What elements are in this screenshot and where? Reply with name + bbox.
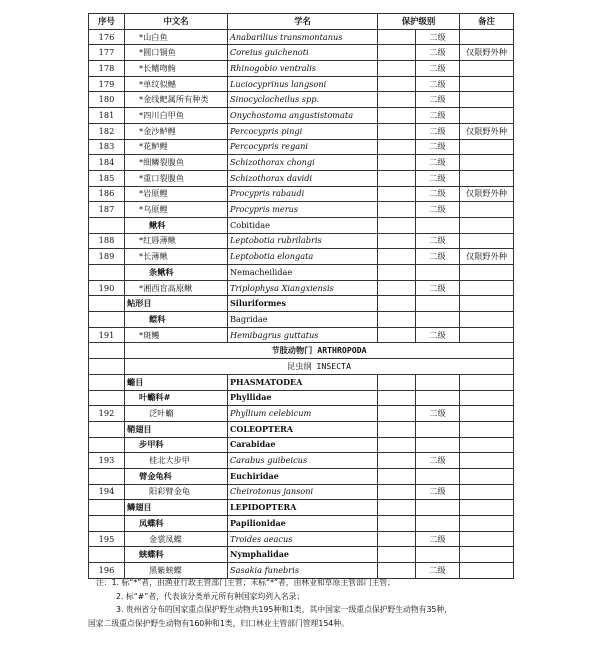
- row-number: 177: [89, 45, 125, 61]
- remark: [460, 390, 514, 406]
- class-name: 昆虫纲 INSECTA: [125, 359, 514, 375]
- remark: 仅限野外种: [460, 45, 514, 61]
- species-row: [89, 202, 514, 218]
- order-scientific-name: PHASMATODEA: [228, 374, 378, 390]
- grade-level-1: [378, 265, 416, 281]
- species-row: [89, 76, 514, 92]
- protected-species-table: [88, 13, 514, 579]
- scientific-name: Rhinogobio ventralis: [228, 61, 378, 77]
- grade-level-1: [378, 45, 416, 61]
- species-row: [89, 123, 514, 139]
- remark: [460, 296, 514, 312]
- scientific-name: Sasakia funebris: [228, 563, 378, 579]
- grade-level-2: 二级: [416, 170, 460, 186]
- species-row: [89, 327, 514, 343]
- remark: [460, 155, 514, 171]
- footnotes: [88, 576, 558, 630]
- chinese-name: *红唇薄鳅: [125, 233, 228, 249]
- species-row: [89, 186, 514, 202]
- grade-level-2: 二级: [416, 108, 460, 124]
- grade-level-1: [378, 92, 416, 108]
- family-row: [89, 265, 514, 281]
- species-row: [89, 170, 514, 186]
- row-number: [89, 421, 125, 437]
- remark: 仅限野外种: [460, 123, 514, 139]
- family-scientific-name: Nemacheilidae: [228, 265, 378, 281]
- scientific-name: Anabarilius transmontanus: [228, 29, 378, 45]
- species-row: [89, 108, 514, 124]
- family-name: 步甲科: [125, 437, 228, 453]
- row-number: [89, 547, 125, 563]
- row-number: 196: [89, 563, 125, 579]
- order-row: [89, 421, 514, 437]
- remark: [460, 374, 514, 390]
- order-name: 䗛目: [125, 374, 228, 390]
- scientific-name: Schizothorax chongi: [228, 155, 378, 171]
- species-row: [89, 280, 514, 296]
- remark: [460, 217, 514, 233]
- table-header-row: [89, 14, 514, 30]
- grade-level-2: [416, 516, 460, 532]
- header-chinese-name: 中文名: [125, 14, 228, 30]
- row-number: 184: [89, 155, 125, 171]
- grade-level-2: 二级: [416, 280, 460, 296]
- scientific-name: Percocypris regani: [228, 139, 378, 155]
- remark: [460, 29, 514, 45]
- remark: [460, 170, 514, 186]
- species-row: [89, 155, 514, 171]
- order-row: [89, 296, 514, 312]
- grade-level-1: [378, 406, 416, 422]
- chinese-name: *岩原鲤: [125, 186, 228, 202]
- grade-level-2: 二级: [416, 29, 460, 45]
- scientific-name: Hemibagrus guttatus: [228, 327, 378, 343]
- scientific-name: Procypris rabaudi: [228, 186, 378, 202]
- row-number: [89, 437, 125, 453]
- row-number: 188: [89, 233, 125, 249]
- chinese-name: 阳彩臂金龟: [125, 484, 228, 500]
- row-number: 181: [89, 108, 125, 124]
- species-row: [89, 233, 514, 249]
- remark: [460, 327, 514, 343]
- scientific-name: Schizothorax davidi: [228, 170, 378, 186]
- grade-level-1: [378, 217, 416, 233]
- grade-level-2: [416, 421, 460, 437]
- row-number: [89, 265, 125, 281]
- order-scientific-name: COLEOPTERA: [228, 421, 378, 437]
- chinese-name: *单纹似鳡: [125, 76, 228, 92]
- species-row: [89, 453, 514, 469]
- chinese-name: *细鳞裂腹鱼: [125, 155, 228, 171]
- grade-level-2: 二级: [416, 76, 460, 92]
- row-number: [89, 500, 125, 516]
- grade-level-1: [378, 437, 416, 453]
- scientific-name: Triplophysa Xiangxiensis: [228, 280, 378, 296]
- scientific-name: Carabus guibeicus: [228, 453, 378, 469]
- grade-level-1: [378, 327, 416, 343]
- row-number: 189: [89, 249, 125, 265]
- scientific-name: Leptobotia rubrilabris: [228, 233, 378, 249]
- grade-level-1: [378, 453, 416, 469]
- grade-level-1: [378, 202, 416, 218]
- remark: [460, 233, 514, 249]
- remark: [460, 312, 514, 328]
- header-remarks: 备注: [460, 14, 514, 30]
- row-number: 179: [89, 76, 125, 92]
- family-name: 叶䗛科#: [125, 390, 228, 406]
- remark: [460, 468, 514, 484]
- grade-level-1: [378, 249, 416, 265]
- grade-level-2: [416, 500, 460, 516]
- species-row: [89, 29, 514, 45]
- grade-level-2: 二级: [416, 233, 460, 249]
- chinese-name: *湘西盲高原鳅: [125, 280, 228, 296]
- family-row: [89, 468, 514, 484]
- remark: [460, 453, 514, 469]
- row-number: 180: [89, 92, 125, 108]
- row-number: [89, 296, 125, 312]
- family-row: [89, 437, 514, 453]
- family-scientific-name: Bagridae: [228, 312, 378, 328]
- row-number: [89, 359, 125, 375]
- grade-level-2: [416, 296, 460, 312]
- grade-level-2: [416, 547, 460, 563]
- row-number: 178: [89, 61, 125, 77]
- grade-level-1: [378, 155, 416, 171]
- grade-level-1: [378, 233, 416, 249]
- footnote-2: 2. 标“#”者，代表该分类单元所有种国家均列入名录；: [116, 591, 305, 601]
- family-name: 条鳅科: [125, 265, 228, 281]
- scientific-name: Phyllium celebicum: [228, 406, 378, 422]
- chinese-name: 桂北大步甲: [125, 453, 228, 469]
- grade-level-2: 二级: [416, 92, 460, 108]
- grade-level-1: [378, 547, 416, 563]
- grade-level-1: [378, 312, 416, 328]
- row-number: 176: [89, 29, 125, 45]
- remark: 仅限野外种: [460, 249, 514, 265]
- row-number: [89, 390, 125, 406]
- row-number: [89, 468, 125, 484]
- grade-level-2: 二级: [416, 249, 460, 265]
- species-row: [89, 249, 514, 265]
- row-number: 185: [89, 170, 125, 186]
- remark: [460, 202, 514, 218]
- species-row: [89, 92, 514, 108]
- family-scientific-name: Euchiridae: [228, 468, 378, 484]
- chinese-name: *斑鳠: [125, 327, 228, 343]
- chinese-name: 泛叶䗛: [125, 406, 228, 422]
- chinese-name: *金沙鲈鲤: [125, 123, 228, 139]
- scientific-name: Leptobotia elongata: [228, 249, 378, 265]
- grade-level-2: [416, 374, 460, 390]
- grade-level-1: [378, 170, 416, 186]
- grade-level-1: [378, 390, 416, 406]
- species-row: [89, 61, 514, 77]
- grade-level-2: 二级: [416, 327, 460, 343]
- phylum-name: 节肢动物门 ARTHROPODA: [125, 343, 514, 359]
- grade-level-2: 二级: [416, 61, 460, 77]
- family-row: [89, 217, 514, 233]
- row-number: 183: [89, 139, 125, 155]
- row-number: [89, 343, 125, 359]
- family-row: [89, 547, 514, 563]
- footnote-1: 注：1. 标“*”者，由渔业行政主管部门主管；未标“*”者，由林业和草原主管部门主管；: [96, 578, 395, 587]
- grade-level-2: 二级: [416, 406, 460, 422]
- order-row: [89, 374, 514, 390]
- remark: [460, 406, 514, 422]
- species-row: [89, 406, 514, 422]
- chinese-name: *长鳍吻鮈: [125, 61, 228, 77]
- grade-level-1: [378, 139, 416, 155]
- header-num: 序号: [89, 14, 125, 30]
- family-name: 蛱蝶科: [125, 547, 228, 563]
- scientific-name: Onychostoma angustistomata: [228, 108, 378, 124]
- chinese-name: *重口裂腹鱼: [125, 170, 228, 186]
- remark: [460, 76, 514, 92]
- remark: [460, 531, 514, 547]
- family-row: [89, 312, 514, 328]
- order-name: 鞘翅目: [125, 421, 228, 437]
- family-scientific-name: Phyllidae: [228, 390, 378, 406]
- header-protection-level: 保护级别: [378, 14, 460, 30]
- species-row: [89, 139, 514, 155]
- grade-level-2: 二级: [416, 563, 460, 579]
- row-number: 182: [89, 123, 125, 139]
- grade-level-2: 二级: [416, 453, 460, 469]
- grade-level-2: [416, 312, 460, 328]
- chinese-name: 金裳凤蝶: [125, 531, 228, 547]
- row-number: [89, 516, 125, 532]
- remark: 仅限野外种: [460, 186, 514, 202]
- family-name: 臂金龟科: [125, 468, 228, 484]
- species-row: [89, 484, 514, 500]
- phylum-row: [89, 343, 514, 359]
- chinese-name: *圆口铜鱼: [125, 45, 228, 61]
- grade-level-1: [378, 61, 416, 77]
- scientific-name: Procypris merus: [228, 202, 378, 218]
- remark: [460, 484, 514, 500]
- row-number: [89, 312, 125, 328]
- family-row: [89, 516, 514, 532]
- grade-level-2: 二级: [416, 155, 460, 171]
- family-scientific-name: Nymphalidae: [228, 547, 378, 563]
- row-number: 190: [89, 280, 125, 296]
- remark: [460, 500, 514, 516]
- chinese-name: *山白鱼: [125, 29, 228, 45]
- chinese-name: 黑紫蛱蝶: [125, 563, 228, 579]
- row-number: 194: [89, 484, 125, 500]
- grade-level-2: [416, 468, 460, 484]
- grade-level-1: [378, 76, 416, 92]
- footnote-4: 国家二级重点保护野生动物有160种和1类，归口林业主管部门管理154种。: [88, 618, 349, 628]
- grade-level-1: [378, 531, 416, 547]
- chinese-name: *金线鲃属所有种类: [125, 92, 228, 108]
- order-name: 鳞翅目: [125, 500, 228, 516]
- grade-level-1: [378, 296, 416, 312]
- remark: [460, 437, 514, 453]
- order-scientific-name: LEPIDOPTERA: [228, 500, 378, 516]
- family-scientific-name: Cobitidae: [228, 217, 378, 233]
- order-scientific-name: Siluriformes: [228, 296, 378, 312]
- grade-level-1: [378, 468, 416, 484]
- row-number: 195: [89, 531, 125, 547]
- row-number: [89, 374, 125, 390]
- grade-level-2: 二级: [416, 123, 460, 139]
- row-number: 191: [89, 327, 125, 343]
- scientific-name: Troides aeacus: [228, 531, 378, 547]
- header-scientific-name: 学名: [228, 14, 378, 30]
- chinese-name: *乌原鲤: [125, 202, 228, 218]
- family-scientific-name: Carabidae: [228, 437, 378, 453]
- grade-level-2: 二级: [416, 186, 460, 202]
- row-number: 186: [89, 186, 125, 202]
- remark: [460, 280, 514, 296]
- grade-level-2: 二级: [416, 139, 460, 155]
- remark: [460, 547, 514, 563]
- grade-level-1: [378, 123, 416, 139]
- remark: [460, 516, 514, 532]
- grade-level-2: [416, 217, 460, 233]
- grade-level-1: [378, 516, 416, 532]
- class-row: [89, 359, 514, 375]
- remark: [460, 421, 514, 437]
- order-row: [89, 500, 514, 516]
- remark: [460, 61, 514, 77]
- footnote-3: 3. 贵州省分布的国家重点保护野生动物共195种和1类，其中国家一级重点保护野生动物有35种，: [116, 605, 452, 614]
- grade-level-1: [378, 421, 416, 437]
- scientific-name: Cheirotonus jansoni: [228, 484, 378, 500]
- grade-level-1: [378, 280, 416, 296]
- grade-level-2: 二级: [416, 531, 460, 547]
- row-number: 193: [89, 453, 125, 469]
- scientific-name: Luciocyprinus langsoni: [228, 76, 378, 92]
- grade-level-1: [378, 108, 416, 124]
- grade-level-1: [378, 374, 416, 390]
- grade-level-2: [416, 390, 460, 406]
- remark: [460, 108, 514, 124]
- family-name: 鲿科: [125, 312, 228, 328]
- grade-level-2: 二级: [416, 202, 460, 218]
- species-row: [89, 531, 514, 547]
- row-number: 192: [89, 406, 125, 422]
- scientific-name: Coreius guichenoti: [228, 45, 378, 61]
- grade-level-1: [378, 484, 416, 500]
- scientific-name: Percocypris pingi: [228, 123, 378, 139]
- chinese-name: *四川白甲鱼: [125, 108, 228, 124]
- remark: [460, 92, 514, 108]
- remark: [460, 265, 514, 281]
- family-row: [89, 390, 514, 406]
- order-name: 鲇形目: [125, 296, 228, 312]
- chinese-name: *长薄鳅: [125, 249, 228, 265]
- grade-level-2: [416, 265, 460, 281]
- grade-level-1: [378, 29, 416, 45]
- grade-level-2: [416, 437, 460, 453]
- row-number: 187: [89, 202, 125, 218]
- grade-level-1: [378, 186, 416, 202]
- family-scientific-name: Papilionidae: [228, 516, 378, 532]
- scientific-name: Sinocyclocheilus spp.: [228, 92, 378, 108]
- chinese-name: *花鲈鲤: [125, 139, 228, 155]
- species-row: [89, 45, 514, 61]
- table-body: [89, 29, 514, 578]
- remark: [460, 139, 514, 155]
- family-name: 凤蝶科: [125, 516, 228, 532]
- row-number: [89, 217, 125, 233]
- grade-level-2: 二级: [416, 45, 460, 61]
- grade-level-2: 二级: [416, 484, 460, 500]
- family-name: 鳅科: [125, 217, 228, 233]
- grade-level-1: [378, 500, 416, 516]
